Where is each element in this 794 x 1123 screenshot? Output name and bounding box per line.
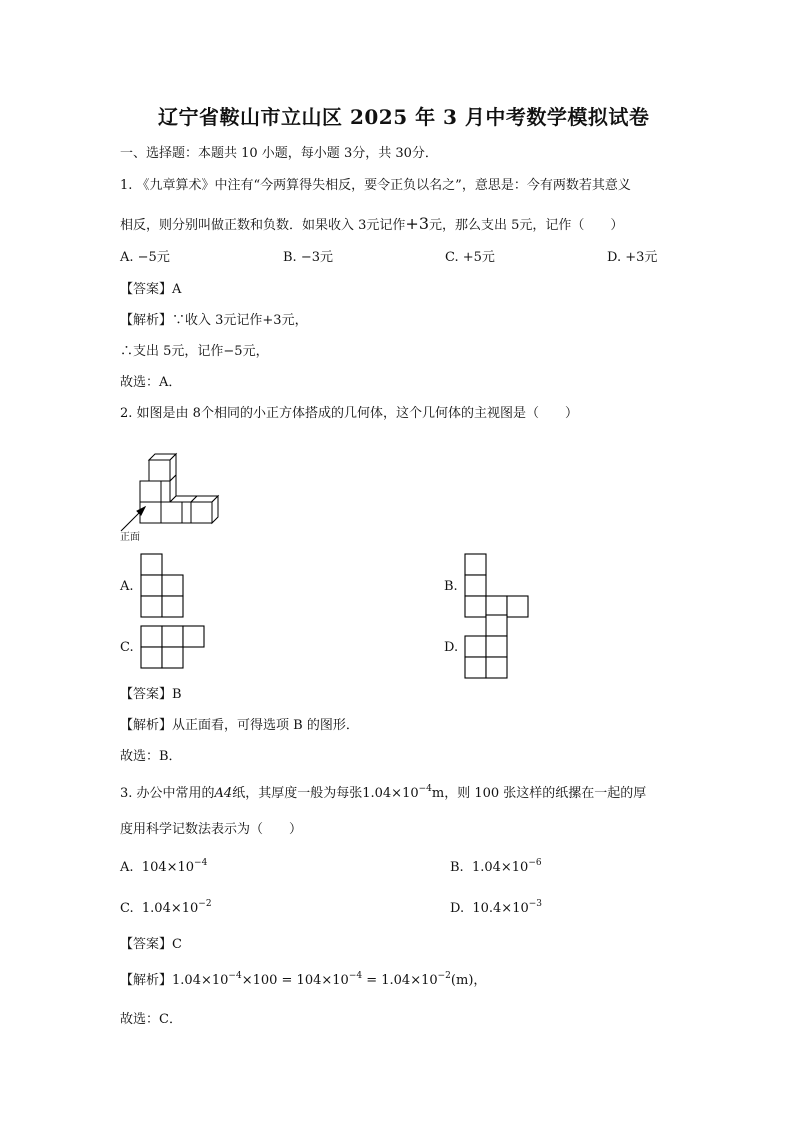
q1-stem-line1: 1. 《九章算术》中注有“今两算得失相反，要令正负以名之”，意思是：今有两数若其意义: [120, 178, 631, 193]
q2-option-c-figure: [140, 625, 206, 668]
q3-answer: 【答案】C: [120, 937, 182, 952]
front-view-label: 正面: [120, 532, 140, 543]
page-title: 辽宁省鞍山市立山区 2025 年 3 月中考数学模拟试卷: [158, 105, 650, 129]
q1-option-d: D. +3元: [607, 250, 658, 265]
q2-choose: 故选：B．: [120, 749, 182, 764]
q3-option-d: D. $10.4\times 10^{-3}$: [450, 898, 543, 916]
q1-option-b: B. −3元: [283, 250, 333, 265]
q1-option-a: A. −5元: [120, 250, 170, 265]
q1-option-c: C. +5元: [445, 250, 495, 265]
q3-choose: 故选：C．: [120, 1012, 182, 1027]
q2-stem: 2. 如图是由 8个相同的小正方体搭成的几何体，这个几何体的主视图是（ ）: [120, 406, 578, 421]
q3-option-b: B. $1.04\times 10^{-6}$: [450, 857, 542, 875]
q1-choose: 故选：A．: [120, 375, 182, 390]
q3-stem-line2: 度用科学记数法表示为（ ）: [120, 822, 303, 837]
q1-analysis-line2: ∴支出 5元，记作−5元，: [120, 344, 269, 359]
q2-option-b-label: B.: [444, 579, 458, 594]
q2-option-a-label: A.: [120, 579, 134, 594]
q1-analysis-line1: 【解析】∵收入 3元记作+3元，: [120, 313, 308, 328]
q3-analysis: 【解析】$1.04\times 10^{-4}\times 100 = 104\times 10^{-4} = 1.04\times 10^{-2}(m)$，: [120, 970, 487, 988]
q2-option-d-figure: [464, 614, 509, 678]
q2-option-d-label: D.: [444, 640, 459, 655]
q2-answer: 【答案】B: [120, 687, 182, 702]
q1-answer: 【答案】A: [120, 282, 182, 297]
section-heading: 一、选择题：本题共 10 小题，每小题 3分，共 30分．: [120, 146, 438, 161]
q2-option-a-figure: [140, 553, 185, 617]
q2-option-b-figure: [464, 553, 530, 617]
q2-analysis: 【解析】从正面看，可得选项 B 的图形．: [120, 718, 359, 733]
q3-option-a: A. $104\times 10^{-4}$: [120, 857, 208, 875]
q2-option-c-label: C.: [120, 640, 134, 655]
q3-option-c: C. $1.04\times 10^{-2}$: [120, 898, 212, 916]
q1-stem-line2: 相反，则分别叫做正数和负数．如果收入 3元记作+3元，那么支出 5元，记作（ ）: [120, 214, 624, 233]
q3-stem-line1: 3. 办公中常用的A4纸，其厚度一般为每张$1.04\times 10^{-4}m$，则 100 张这样的纸摞在一起的厚: [120, 783, 647, 801]
